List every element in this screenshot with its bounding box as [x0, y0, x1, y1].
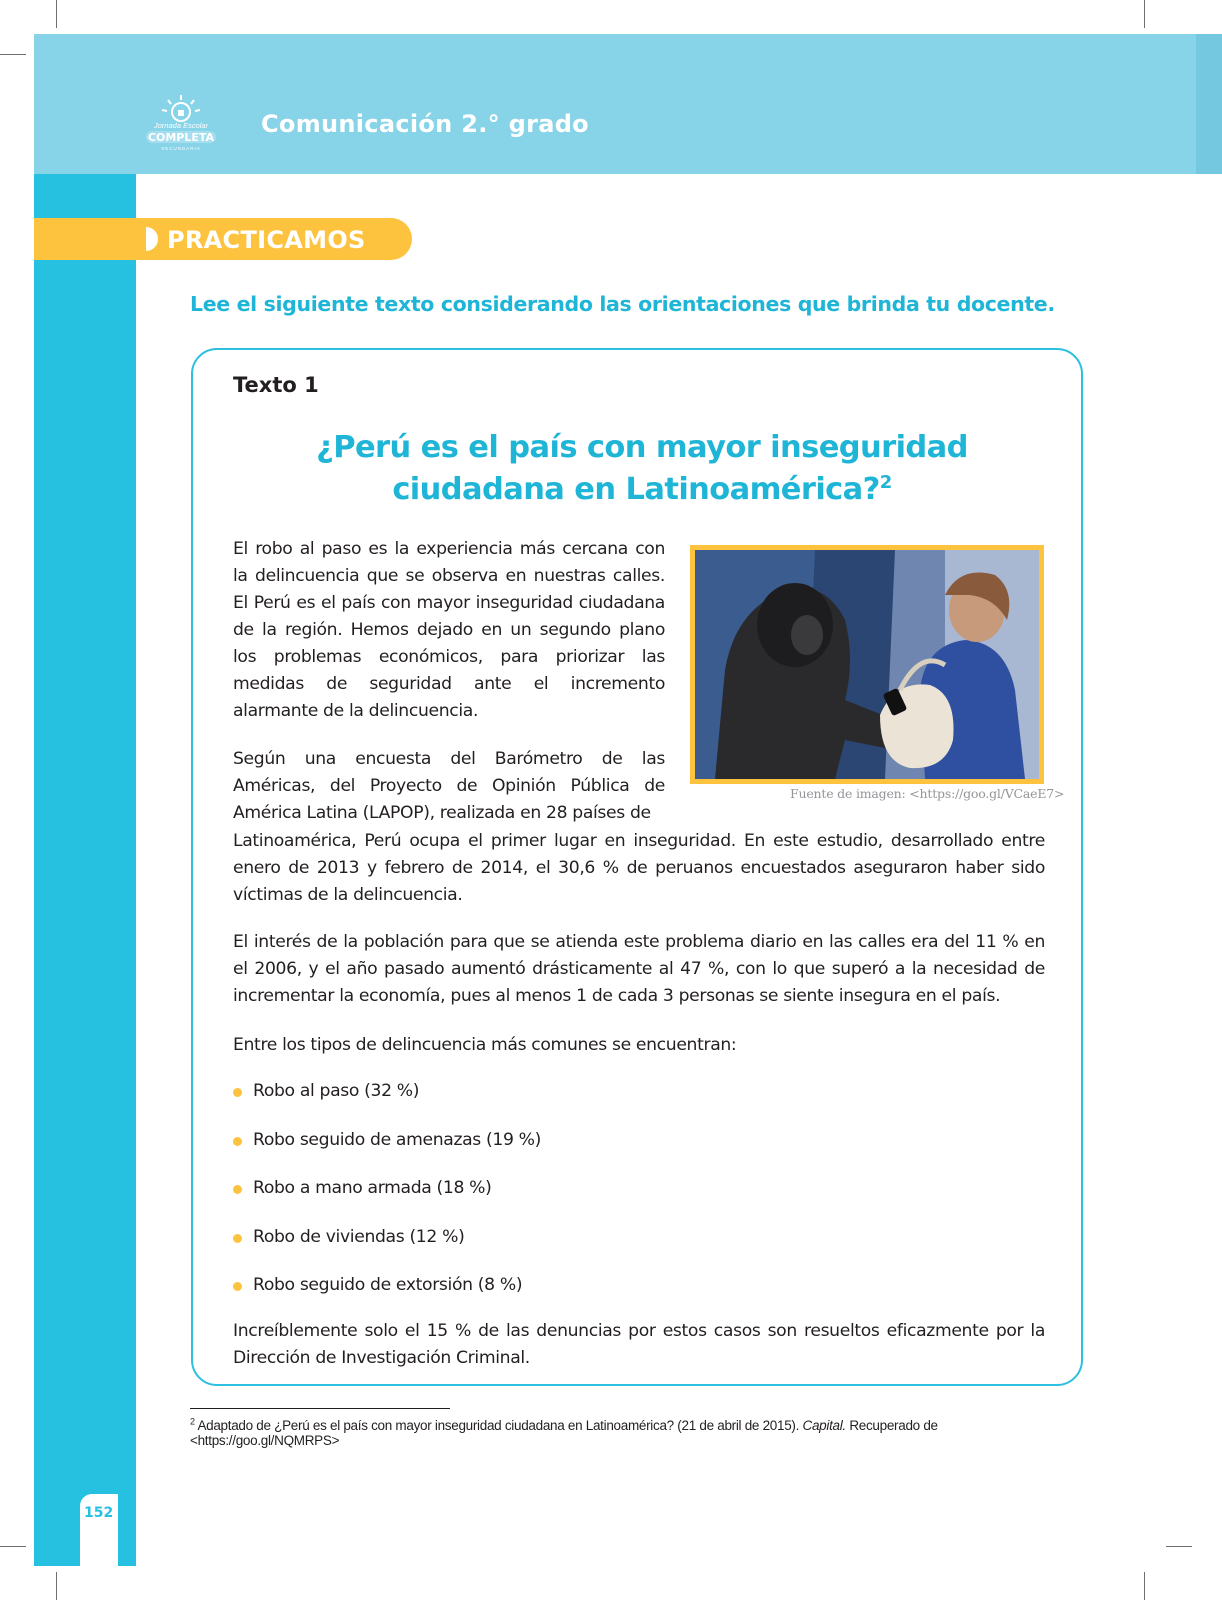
footnote	[190, 1418, 1090, 1448]
list-item-text: Robo de viviendas (12 %)	[253, 1226, 465, 1247]
left-sidebar-bar	[34, 174, 136, 1566]
bullet-icon	[233, 1137, 242, 1146]
footnote-link: Recuperado de <https://goo.gl/NQMRPS>	[190, 1418, 938, 1448]
article-photo	[690, 545, 1044, 784]
course-title: Comunicación 2.° grado	[261, 110, 589, 138]
crop-mark	[1144, 0, 1145, 28]
bullet-icon	[233, 1234, 242, 1243]
footnote-text: Adaptado de ¿Perú es el país con mayor inseguridad ciudadana en Latinoamérica? (21 de abril de 2015).	[197, 1418, 803, 1433]
image-caption: Fuente de imagen: <https://goo.gl/VCaeE7>	[790, 786, 1065, 801]
text-label: Texto 1	[233, 373, 319, 397]
footnote-reference: 2	[879, 471, 892, 493]
list-item	[233, 1127, 1033, 1176]
bullet-icon	[233, 1185, 242, 1194]
paragraph-1: El robo al paso es la experiencia más cercana con la delincuencia que se observa en nuestras calles. El Perú es el país con mayor inseguridad ciudadana de la región. Hemos dejado en un segundo plano los problemas económicos, para priorizar las medidas de seguridad ante el incremento alarmante de la delincuencia.	[233, 539, 665, 721]
crime-types-list	[233, 1078, 1033, 1321]
crop-mark	[1166, 1546, 1192, 1547]
footnote-mark: 2	[190, 1416, 195, 1427]
paragraph-4: Entre los tipos de delincuencia más comunes se encuentran:	[233, 1035, 737, 1055]
instruction-text: Lee el siguiente texto considerando las orientaciones que brinda tu docente.	[190, 292, 1055, 316]
half-circle-icon	[134, 227, 158, 251]
footnote-divider	[190, 1408, 450, 1409]
crop-mark	[0, 1546, 26, 1547]
paragraph-final: Increíblemente solo el 15 % de las denuncias por estos casos son resueltos eficazmente por la Dirección de Investigación Criminal.	[233, 1321, 1045, 1368]
list-item	[233, 1224, 1033, 1273]
list-item-text: Robo seguido de amenazas (19 %)	[253, 1129, 541, 1150]
crop-mark	[56, 0, 57, 28]
crop-mark	[0, 54, 26, 55]
paragraph-2-start: Según una encuesta del Barómetro de las Américas, del Proyecto de Opinión Pública de América Latina (LAPOP), realizada en 28 países de	[233, 749, 665, 823]
article-title-text: ¿Perú es el país con mayor inseguridad ciudadana en Latinoamérica?	[316, 430, 968, 507]
list-item	[233, 1078, 1033, 1127]
article-title	[232, 427, 1052, 511]
list-item-text: Robo seguido de extorsión (8 %)	[253, 1275, 523, 1295]
section-title: PRACTICAMOS	[167, 226, 366, 254]
bullet-icon	[233, 1282, 242, 1291]
footnote-source: Capital.	[802, 1418, 846, 1433]
logo-text-main: COMPLETA	[147, 131, 215, 144]
list-item	[233, 1272, 1033, 1321]
paragraph-2-continuation: Latinoamérica, Perú ocupa el primer lugar en inseguridad. En este estudio, desarrollado entre enero de 2013 y febrero de 2014, el 30,6 % de peruanos encuestados aseguraron haber sido víctimas de la delincuencia.	[233, 831, 1045, 905]
jornada-escolar-completa-logo	[140, 92, 222, 156]
logo-text-top: Jornada Escolar	[153, 121, 209, 130]
list-item-text: Robo al paso (32 %)	[253, 1081, 420, 1101]
crop-mark	[56, 1572, 57, 1600]
list-item	[233, 1175, 1033, 1224]
header-edge-tab	[1196, 34, 1222, 174]
paragraph-3: El interés de la población para que se atienda este problema diario en las calles era del 11 % en el 2006, y el año pasado aumentó drásticamente al 47 %, con lo que superó a la necesidad de incrementar la economía, pues al menos 1 de cada 3 personas se siente insegura en el país.	[233, 932, 1045, 1006]
bullet-icon	[233, 1088, 242, 1097]
list-item-text: Robo a mano armada (18 %)	[253, 1178, 492, 1198]
logo-text-bottom: SECUNDARIA	[161, 146, 201, 151]
crop-mark	[1144, 1572, 1145, 1600]
page-number: 152	[84, 1505, 114, 1521]
